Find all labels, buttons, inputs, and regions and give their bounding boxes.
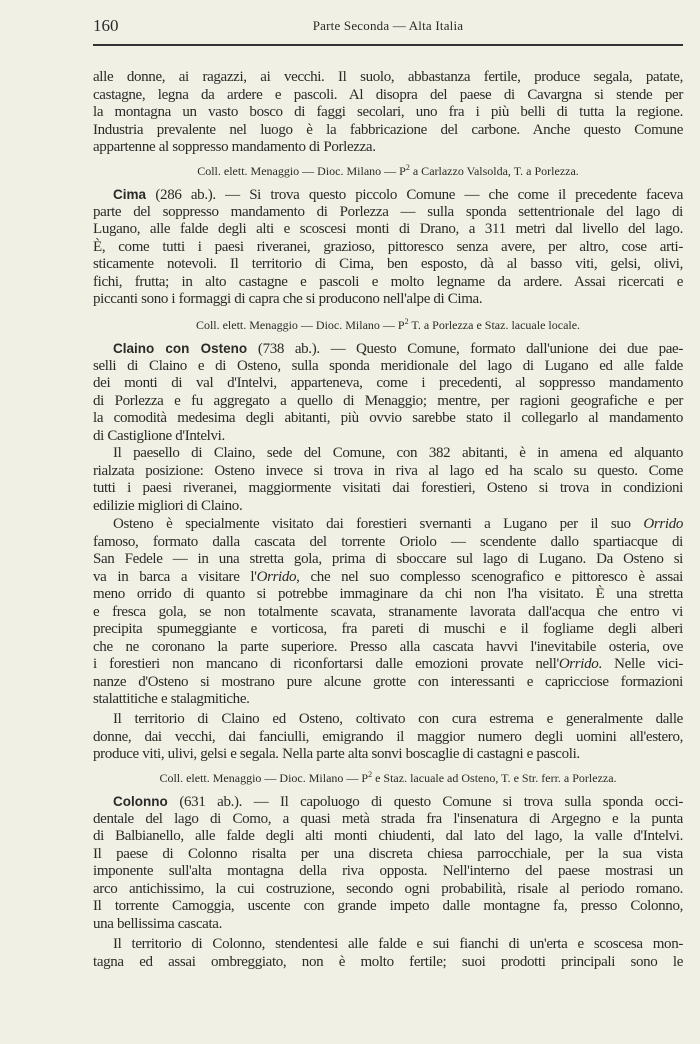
text-line	[93, 551, 683, 569]
line-text: imponente sull'alta montagna della riva opposta. Nell'interno del paese mostrasi un	[93, 863, 683, 879]
text-line	[93, 604, 683, 622]
note-text: Coll. elett. Menaggio — Dioc. Milano — P	[159, 771, 369, 785]
text-line	[93, 569, 683, 587]
collegio-note-text	[93, 159, 683, 177]
line-text: sticamente notevoli. Il territorio di Cima, ben esposto, dà al basso viti, gelsi, olivi,	[93, 256, 683, 272]
text-line	[93, 586, 683, 604]
line-text: (738 ab.). — Questo Comune, formato dall'unione dei due pae-	[247, 341, 683, 357]
line-text: produce viti, ulivi, gelsi e segala. Nella parte alta sonvi boscaglie di castagni e pascoli.	[93, 746, 580, 762]
line-text: appartenne al soppresso mandamento di Porlezza.	[93, 139, 376, 155]
text-line	[93, 498, 683, 516]
text-line	[93, 793, 683, 811]
line-text: . Nelle vici-	[598, 656, 683, 672]
text-line	[93, 811, 683, 829]
collegio-note-text	[93, 313, 683, 331]
note-superscript: 2	[405, 163, 410, 172]
text-line	[93, 691, 683, 709]
text-line	[93, 428, 683, 446]
line-text: tutti i paesi riveranei, maggiormente visitati dai forestieri, Osteno si trova in condizioni	[93, 480, 683, 496]
line-text: San Fedele — in una stretta gola, prima di sboccare sul lago di Lugano. Da Osteno si	[93, 551, 683, 567]
paragraph	[93, 711, 683, 764]
text-line	[93, 954, 683, 972]
line-text: Il territorio di Colonno, stendentesi alle falde e sui fianchi di un'erta e scoscesa mon-	[113, 936, 683, 952]
text-line	[93, 881, 683, 899]
collegio-note	[93, 766, 683, 784]
entry-paragraph	[93, 186, 683, 309]
line-text: nanze d'Osteno si mostrano pure alcune grotte con interessanti e capricciose formazioni	[93, 673, 683, 690]
text-line	[93, 711, 683, 729]
line-text: arco antichissimo, la cui costruzione, secondo ogni probabilità, risale al periodo romano.	[93, 880, 683, 897]
running-title: Parte Seconda — Alta Italia	[312, 18, 464, 33]
text-line	[93, 291, 683, 309]
text-line	[93, 122, 683, 140]
italic-term: Orrido	[643, 516, 683, 532]
line-text: , che nel suo complesso scenografico e pittoresco è assai	[296, 568, 683, 585]
line-text: (286 ab.). — Si trova questo piccolo Comune — che come il precedente faceva	[146, 187, 683, 203]
line-text: Industria prevalente nel luogo è la fabbricazione del carbone. Anche questo Comune	[93, 121, 683, 138]
text-line	[93, 898, 683, 916]
header-rule	[93, 44, 683, 46]
text-line	[93, 445, 683, 463]
line-text: Il paese di Colonno risalta per una discreta chiesa parrocchiale, per la sua vista	[93, 845, 683, 862]
text-line	[93, 936, 683, 954]
entry-title: Colonno	[113, 794, 168, 809]
text-line	[93, 916, 683, 934]
text-line	[93, 846, 683, 864]
text-line	[93, 639, 683, 657]
text-line	[93, 204, 683, 222]
text-line	[93, 828, 683, 846]
page-header	[93, 16, 683, 38]
line-text: castagne, legna da ardere e pascoli. Al disopra del paese di Cavargna si stende per	[93, 86, 683, 103]
line-text: (631 ab.). — Il capoluogo di questo Comune si trova sulla sponda occi-	[167, 794, 683, 810]
text-line	[93, 87, 683, 105]
line-text: Il torrente Camoggia, uscente con grande impeto dalle montagne fa, presso Colonno,	[93, 898, 683, 914]
text-line	[93, 358, 683, 376]
line-text: una bellissima cascata.	[93, 915, 222, 932]
italic-term: Orrido	[256, 568, 297, 585]
line-text: di Porlezza e fu aggregato a quello di Menaggio; mentre, per ragioni geografiche e per	[93, 392, 683, 409]
line-text: di Castiglione d'Intelvi.	[93, 427, 225, 444]
line-text: piccanti sono i formaggi di capra che si producono nell'alpe di Cima.	[93, 291, 483, 307]
line-text: famoso, formato dalla cascata del torrente Oriolo — scendente dallo spartiacque di	[93, 533, 683, 550]
line-text: che ne coronano la parte superiore. Presso alla cascata havvi l'inevitabile osteria, ove	[93, 638, 683, 655]
note-text: Coll. elett. Menaggio — Dioc. Milano — P	[197, 164, 406, 178]
line-text: di Balbianello, alle falde degli alti monti chiudenti, dal lato del lago, la valle d'Intelvi.	[93, 828, 683, 844]
line-text: va in barca a visitare l'	[93, 568, 257, 585]
collegio-note	[93, 313, 683, 331]
note-superscript: 2	[404, 317, 409, 326]
text-line	[93, 746, 683, 764]
collegio-note	[93, 159, 683, 177]
text-line	[93, 375, 683, 393]
line-text: parte del soppresso mandamento di Porlezza — sulla sponda settentrionale del lago di	[93, 203, 683, 220]
text-line	[93, 463, 683, 481]
line-text: stalattitiche e stalagmitiche.	[93, 691, 250, 707]
line-text: È, come tutti i paesi riveranei, grazioso, pittoresco senza avere, per altro, cose arti-	[93, 238, 683, 255]
text-line	[93, 274, 683, 292]
text-line	[93, 729, 683, 747]
paragraph	[93, 445, 683, 515]
note-text: Coll. elett. Menaggio — Dioc. Milano — P	[195, 318, 405, 332]
text-line	[93, 393, 683, 411]
text-line	[93, 239, 683, 257]
line-text: i forestieri non mancano di riconfortarsi dalle emozioni provate nell'	[93, 656, 559, 672]
line-text: Lugano, alle falde degli alti e scoscesi monti di Drano, a 311 metri dal livello del lago.	[93, 221, 683, 237]
line-text: meno orrido di quanto si potrebbe immaginare da chi non l'ha visitato. È una stretta	[93, 586, 683, 602]
note-text: T. a Porlezza e Staz. lacuale locale.	[408, 318, 581, 332]
text-line	[93, 863, 683, 881]
text-line	[93, 621, 683, 639]
line-text: precipita spumeggiante e vorticosa, fra pareti di muschi e il fogliame degli alberi	[93, 621, 683, 637]
text-line	[93, 186, 683, 204]
line-text: selli di Claino e di Osteno, sulla sponda meridionale del lago di Lugano ed alle falde	[93, 357, 683, 374]
line-text: e fresca gola, se non totalmente scavata, stranamente lavorata dall'acqua che entro vi	[93, 603, 683, 620]
italic-term: Orrido	[558, 656, 599, 672]
line-text: rialzata posizione: Osteno invece si trova in riva al lago ed ha scalo su questo. Come	[93, 462, 683, 479]
text-line	[93, 656, 683, 674]
line-text: Il paesello di Claino, sede del Comune, con 382 abitanti, è in amena ed alquanto	[113, 445, 683, 461]
collegio-note-text	[93, 766, 683, 784]
line-text: la comodità medesima degli abitanti, più ovvio sarebbe stato il collegarlo al mandamento	[93, 410, 683, 426]
text-line	[93, 256, 683, 274]
paragraph	[93, 516, 683, 709]
text-line	[93, 221, 683, 239]
line-text: Osteno è specialmente visitato dai forestieri svernanti a Lugano per il suo	[113, 516, 644, 532]
line-text: tagna ed assai ombreggiato, non è molto fertile; suoi prodotti principali sono le	[93, 953, 683, 970]
line-text: la montagna un vasto bosco di faggi secolari, uno fra i più belli di tutta la regione.	[93, 104, 683, 120]
line-text: alle donne, ai ragazzi, ai vecchi. Il suolo, abbastanza fertile, produce segala, patate,	[93, 69, 683, 85]
text-line	[93, 516, 683, 534]
text-line	[93, 104, 683, 122]
line-text: edilizie migliori di Claino.	[93, 497, 243, 514]
text-line	[93, 534, 683, 552]
line-text: donne, dai vecchi, dai fanciulli, emigrando il maggior numero degli uomini all'estero,	[93, 728, 683, 745]
note-superscript: 2	[368, 770, 373, 779]
text-line	[93, 674, 683, 692]
text-line	[93, 139, 683, 157]
paragraph	[93, 69, 683, 157]
line-text: dentale del lago di Como, a quasi metà strada fra l'insenatura di Argegno e la punta	[93, 810, 683, 827]
entry-title: Cima	[113, 187, 147, 202]
entry-title: Claino con Osteno	[113, 341, 248, 356]
text-line	[93, 410, 683, 428]
note-text: e Staz. lacuale ad Osteno, T. e Str. ferr. a Porlezza.	[372, 771, 617, 785]
text-line	[93, 69, 683, 87]
line-text: Il territorio di Claino ed Osteno, coltivato con cura estrema e generalmente dalle	[113, 711, 683, 727]
note-text: a Carlazzo Valsolda, T. a Porlezza.	[409, 164, 579, 178]
page-number: 160	[93, 16, 119, 35]
line-text: fichi, frutta; in alto castagne e pascoli e molto legname da ardere. Assai ricercati e	[93, 273, 683, 290]
text-line	[93, 340, 683, 358]
line-text: dei monti di val d'Intelvi, apparteneva, come i precedenti, al soppresso mandamento	[93, 375, 683, 391]
entry-paragraph	[93, 793, 683, 933]
entry-paragraph	[93, 340, 683, 445]
text-line	[93, 480, 683, 498]
paragraph	[93, 936, 683, 971]
